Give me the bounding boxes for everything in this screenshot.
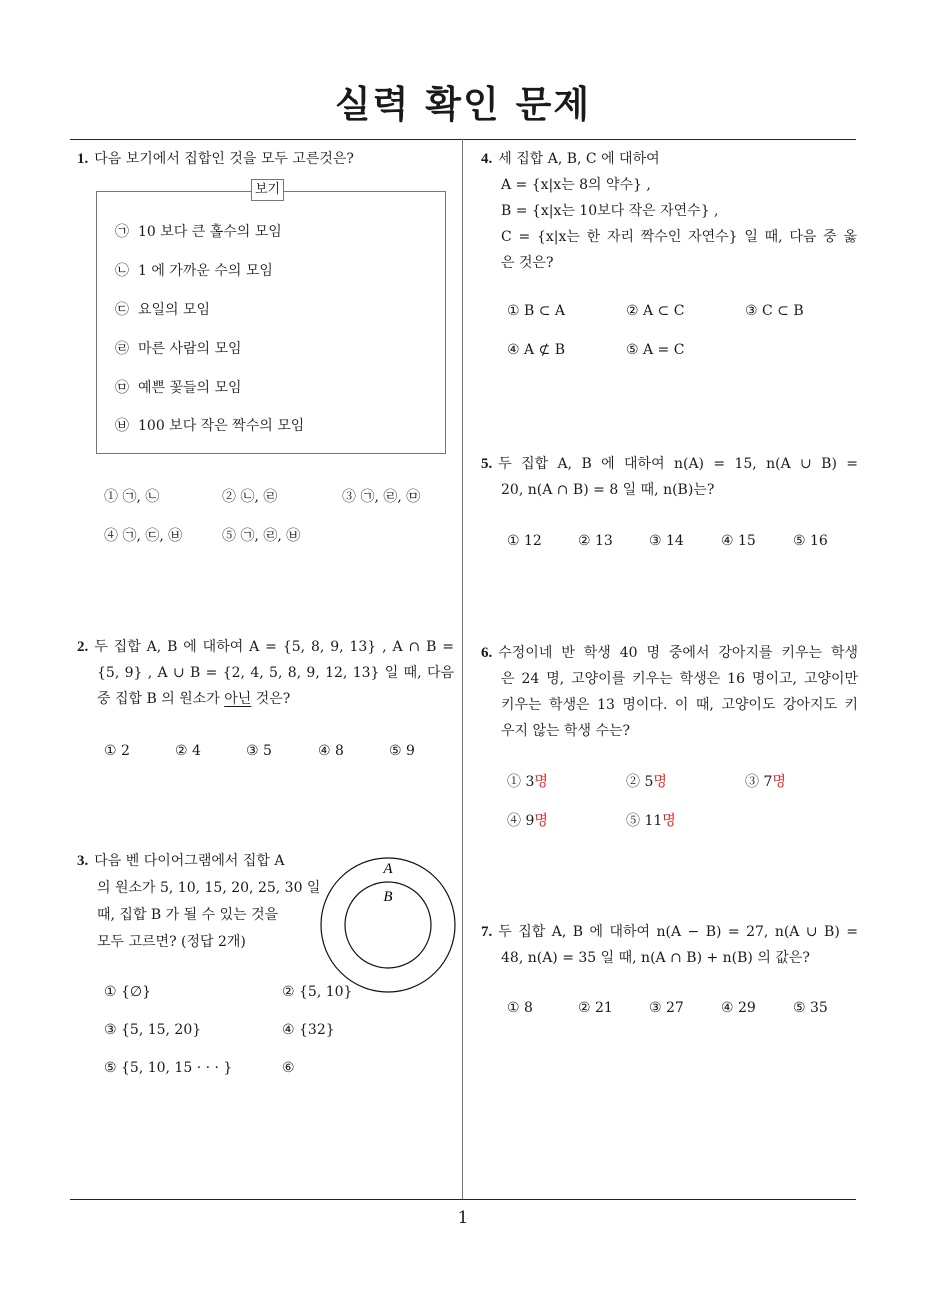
q5-option-4[interactable]: ④ 15: [721, 533, 756, 549]
q7-number: 7.: [481, 924, 493, 940]
q2-line-1: 2. 두 집합 A, B 에 대하여 A = {5, 8, 9, 13} , A ∩ B =: [77, 639, 454, 655]
q4-option-4[interactable]: ④ A ⊄ B: [507, 342, 566, 358]
q3-number: 3.: [77, 853, 89, 869]
unit-label: 명: [772, 774, 786, 790]
q4-option-1[interactable]: ① B ⊂ A: [507, 303, 566, 319]
q2-line-3: 중 집합 B 의 원소가 아닌 것은?: [97, 691, 291, 707]
q5-option-5[interactable]: ⑤ 16: [793, 533, 828, 549]
venn-outer-circle: [321, 858, 455, 992]
q2-line-2: {5, 9} , A ∪ B = {2, 4, 5, 8, 9, 12, 13} 일 때, 다음: [97, 665, 454, 681]
q6-number: 6.: [481, 645, 493, 661]
q1-text: 다음 보기에서 집합인 것을 모두 고른것은?: [94, 151, 354, 167]
q1-item: ㉣ 마른 사람의 모임: [115, 341, 242, 357]
q2-option-4[interactable]: ④ 8: [318, 743, 344, 759]
q7-option-2[interactable]: ② 21: [578, 1000, 613, 1016]
unit-label: 명: [534, 774, 548, 790]
q4-option-5[interactable]: ⑤ A = C: [626, 342, 685, 358]
q3-line-2: 의 원소가 5, 10, 15, 20, 25, 30 일: [97, 880, 321, 896]
q4-line-4: C = {x|x는 한 자리 짝수인 자연수} 일 때, 다음 중 옳: [501, 229, 857, 245]
venn-label-inner: B: [383, 889, 393, 905]
q7-option-4[interactable]: ④ 29: [721, 1000, 756, 1016]
q4-line-5: 은 것은?: [501, 255, 554, 271]
q5-option-1[interactable]: ① 12: [507, 533, 542, 549]
q1-option-1[interactable]: ① ㉠, ㉡: [104, 489, 160, 505]
venn-diagram: [318, 855, 458, 995]
q1-item: ㉢ 요일의 모임: [115, 302, 211, 318]
q6-option-5[interactable]: ⑤ 11명: [626, 813, 676, 829]
q1-number: 1.: [77, 151, 89, 167]
q2-number: 2.: [77, 639, 89, 655]
q4-number: 4.: [481, 151, 493, 167]
q1-option-2[interactable]: ② ㉡, ㉣: [222, 489, 278, 505]
q1-item: ㉡ 1 에 가까운 수의 모임: [115, 263, 273, 279]
q3-option-6[interactable]: ⑥: [282, 1060, 295, 1076]
unit-label: 명: [662, 813, 676, 829]
q7-line-1: 7. 두 집합 A, B 에 대하여 n(A − B) = 27, n(A ∪ B) =: [481, 924, 858, 940]
q2-underlined-word: 아닌: [224, 691, 252, 707]
q1-option-4[interactable]: ④ ㉠, ㉢, ㉥: [104, 528, 183, 544]
q1-item: ㉤ 예쁜 꽃들의 모임: [115, 380, 242, 396]
q3-line-4: 모두 고르면? (정답 2개): [97, 934, 246, 950]
q5-number: 5.: [481, 456, 493, 472]
q6-line-1: 6. 수정이네 반 학생 40 명 중에서 강아지를 키우는 학생: [481, 645, 858, 661]
column-divider: [462, 139, 463, 1200]
q6-line-3: 키우는 학생은 13 명이다. 이 때, 고양이도 강아지도 키: [501, 697, 858, 713]
q4-option-3[interactable]: ③ C ⊂ B: [745, 303, 804, 319]
q6-line-4: 우지 않는 학생 수는?: [501, 723, 631, 739]
q3-line-3: 때, 집합 B 가 될 수 있는 것을: [97, 907, 279, 923]
q1-stem: [77, 146, 354, 172]
q7-option-1[interactable]: ① 8: [507, 1000, 533, 1016]
q5-line-1: 5. 두 집합 A, B 에 대하여 n(A) = 15, n(A ∪ B) =: [481, 456, 858, 472]
q4-option-2[interactable]: ② A ⊂ C: [626, 303, 685, 319]
page-number: 1: [457, 1208, 469, 1228]
unit-label: 명: [534, 813, 548, 829]
q1-box-label: 보기: [251, 179, 284, 201]
q3-option-3[interactable]: ③ {5, 15, 20}: [104, 1022, 202, 1038]
page-title: 실력 확인 문제: [334, 83, 592, 126]
q5-option-2[interactable]: ② 13: [578, 533, 613, 549]
q2-option-5[interactable]: ⑤ 9: [389, 743, 415, 759]
q3-option-2[interactable]: ② {5, 10}: [282, 984, 353, 1000]
q4-line-1: 4. 세 집합 A, B, C 에 대하여: [481, 151, 660, 167]
q3-option-4[interactable]: ④ {32}: [282, 1022, 335, 1038]
q6-option-4[interactable]: ④ 9명: [507, 813, 548, 829]
q5-option-3[interactable]: ③ 14: [649, 533, 684, 549]
q3-option-5[interactable]: ⑤ {5, 10, 15 · · · }: [104, 1060, 233, 1076]
q5-line-2: 20, n(A ∩ B) = 8 일 때, n(B)는?: [501, 482, 715, 498]
q7-option-5[interactable]: ⑤ 35: [793, 1000, 828, 1016]
header-rule: [70, 139, 856, 140]
q7-line-2: 48, n(A) = 35 일 때, n(A ∩ B) + n(B) 의 값은?: [501, 950, 810, 966]
q2-option-2[interactable]: ② 4: [175, 743, 201, 759]
q2-option-3[interactable]: ③ 5: [246, 743, 272, 759]
q1-item: ㉠ 10 보다 큰 홀수의 모임: [115, 224, 282, 240]
q1-option-5[interactable]: ⑤ ㉠, ㉣, ㉥: [222, 528, 301, 544]
q4-line-3: B = {x|x는 10보다 작은 자연수} ,: [501, 203, 719, 219]
q4-line-2: A = {x|x는 8의 약수} ,: [501, 177, 651, 193]
venn-label-outer: A: [383, 861, 393, 877]
q1-option-3[interactable]: ③ ㉠, ㉣, ㉤: [342, 489, 421, 505]
q6-option-2[interactable]: ② 5명: [626, 774, 667, 790]
q3-option-1[interactable]: ① {∅}: [104, 984, 152, 1000]
q2-option-1[interactable]: ① 2: [104, 743, 130, 759]
q6-option-3[interactable]: ③ 7명: [745, 774, 786, 790]
footer-rule: [70, 1199, 856, 1200]
q3-line-1: 3. 다음 벤 다이어그램에서 집합 A: [77, 853, 285, 869]
unit-label: 명: [653, 774, 667, 790]
q6-line-2: 은 24 명, 고양이를 키우는 학생은 16 명이고, 고양이만: [501, 671, 858, 687]
q1-item: ㉥ 100 보다 작은 짝수의 모임: [115, 418, 305, 434]
q6-option-1[interactable]: ① 3명: [507, 774, 548, 790]
q7-option-3[interactable]: ③ 27: [649, 1000, 684, 1016]
